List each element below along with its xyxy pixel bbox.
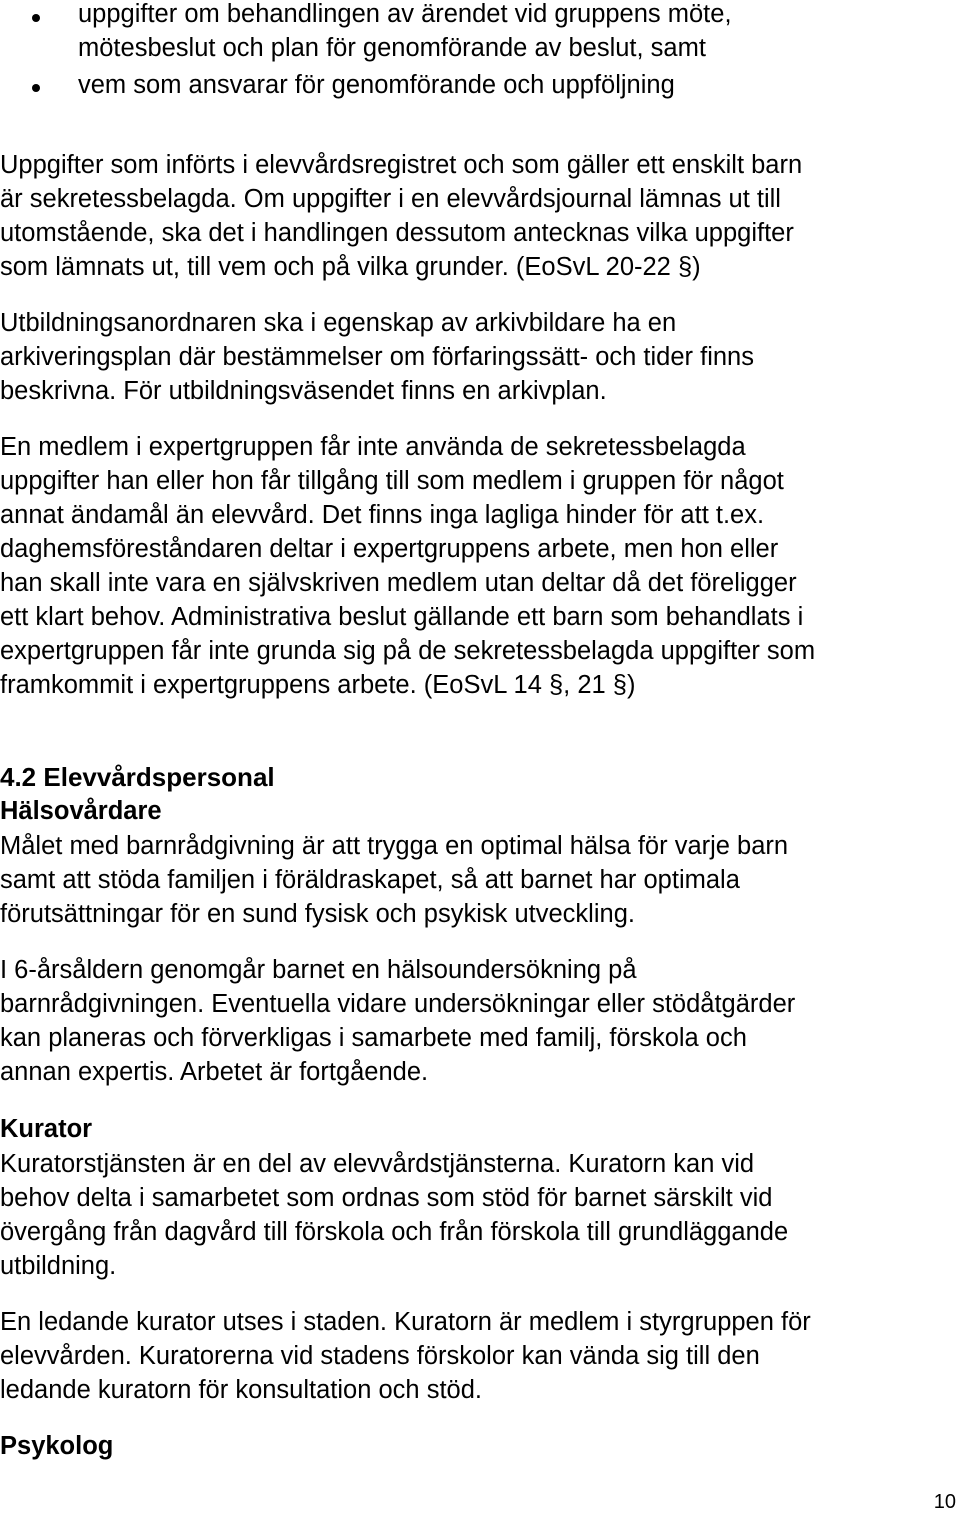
text-line: övergång från dagvård till förskola och från förskola till grundläggande — [0, 1218, 789, 1246]
text-line: annan expertis. Arbetet är fortgående. — [0, 1058, 429, 1086]
text-line: som lämnats ut, till vem och på vilka grunder. (EoSvL 20-22 §) — [0, 253, 701, 281]
text-line: daghemsföreståndaren deltar i expertgruppens arbete, men hon eller — [0, 535, 779, 563]
text-line: Kuratorstjänsten är en del av elevvårdstjänsterna. Kuratorn kan vid — [0, 1150, 755, 1178]
text-line: barnrådgivningen. Eventuella vidare undersökningar eller stödåtgärder — [0, 990, 796, 1018]
paragraph-registry — [0, 148, 958, 284]
bullet-line: vem som ansvarar för genomförande och uppföljning — [78, 71, 675, 99]
text-line: arkiveringsplan där bestämmelser om förfaringssätt- och tider finns — [0, 343, 754, 371]
bullet-line: mötesbeslut och plan för genomförande av beslut, samt — [78, 34, 706, 62]
bullet-icon — [32, 84, 40, 92]
paragraph-expert-group — [0, 430, 958, 702]
text-line: Uppgifter som införts i elevvårdsregistret och som gäller ett enskilt barn — [0, 151, 803, 179]
text-line: beskrivna. För utbildningsväsendet finns en arkivplan. — [0, 377, 607, 405]
section-heading — [0, 760, 958, 794]
text-line: samt att stöda familjen i föräldraskapet, så att barnet har optimala — [0, 866, 740, 894]
text-line: han skall inte vara en självskriven medlem utan deltar då det föreligger — [0, 569, 797, 597]
text-line: uppgifter han eller hon får tillgång till som medlem i gruppen för något — [0, 467, 784, 495]
text-line: utomstående, ska det i handlingen dessutom antecknas vilka uppgifter — [0, 219, 794, 247]
text-line: förutsättningar för en sund fysisk och psykisk utveckling. — [0, 900, 635, 928]
text-line: är sekretessbelagda. Om uppgifter i en elevvårdsjournal lämnas ut till — [0, 185, 781, 213]
text-line: framkommit i expertgruppens arbete. (EoSvL 14 §, 21 §) — [0, 671, 636, 699]
text-line: behov delta i samarbetet som ordnas som stöd för barnet särskilt vid — [0, 1184, 773, 1212]
paragraph-kurator-lead — [0, 1305, 958, 1407]
text-line: Utbildningsanordnaren ska i egenskap av arkivbildare ha en — [0, 309, 677, 337]
text-line: elevvården. Kuratorerna vid stadens förskolor kan vända sig till den — [0, 1342, 760, 1370]
page-number: 10 — [933, 1491, 956, 1513]
heading-halsovardare: Hälsovårdare — [0, 797, 162, 825]
text-line: En ledande kurator utses i staden. Kuratorn är medlem i styrgruppen för — [0, 1308, 811, 1336]
bullet-icon — [32, 14, 40, 22]
text-line: annat ändamål än elevvård. Det finns inga lagliga hinder för att t.ex. — [0, 501, 765, 529]
paragraph-halsovardare-goal — [0, 829, 958, 931]
text-line: En medlem i expertgruppen får inte använda de sekretessbelagda — [0, 433, 746, 461]
text-line: utbildning. — [0, 1252, 117, 1280]
text-line: I 6-årsåldern genomgår barnet en hälsoundersökning på — [0, 956, 637, 984]
text-line: kan planeras och förverkligas i samarbete med familj, förskola och — [0, 1024, 747, 1052]
text-line: ledande kuratorn för konsultation och stöd. — [0, 1376, 482, 1404]
section-number: 4.2 — [0, 762, 37, 792]
paragraph-kurator-service — [0, 1147, 958, 1283]
text-line: Målet med barnrådgivning är att trygga en optimal hälsa för varje barn — [0, 832, 789, 860]
text-line: expertgruppen får inte grunda sig på de sekretessbelagda uppgifter som — [0, 637, 816, 665]
text-line: ett klart behov. Administrativa beslut gällande ett barn som behandlats i — [0, 603, 804, 631]
heading-kurator: Kurator — [0, 1115, 93, 1143]
heading-psykolog: Psykolog — [0, 1432, 114, 1460]
paragraph-archive — [0, 306, 958, 408]
paragraph-halsovardare-checkup — [0, 953, 958, 1089]
section-title: Elevvårdspersonal — [43, 762, 275, 792]
bullet-line: uppgifter om behandlingen av ärendet vid gruppens möte, — [78, 0, 732, 28]
